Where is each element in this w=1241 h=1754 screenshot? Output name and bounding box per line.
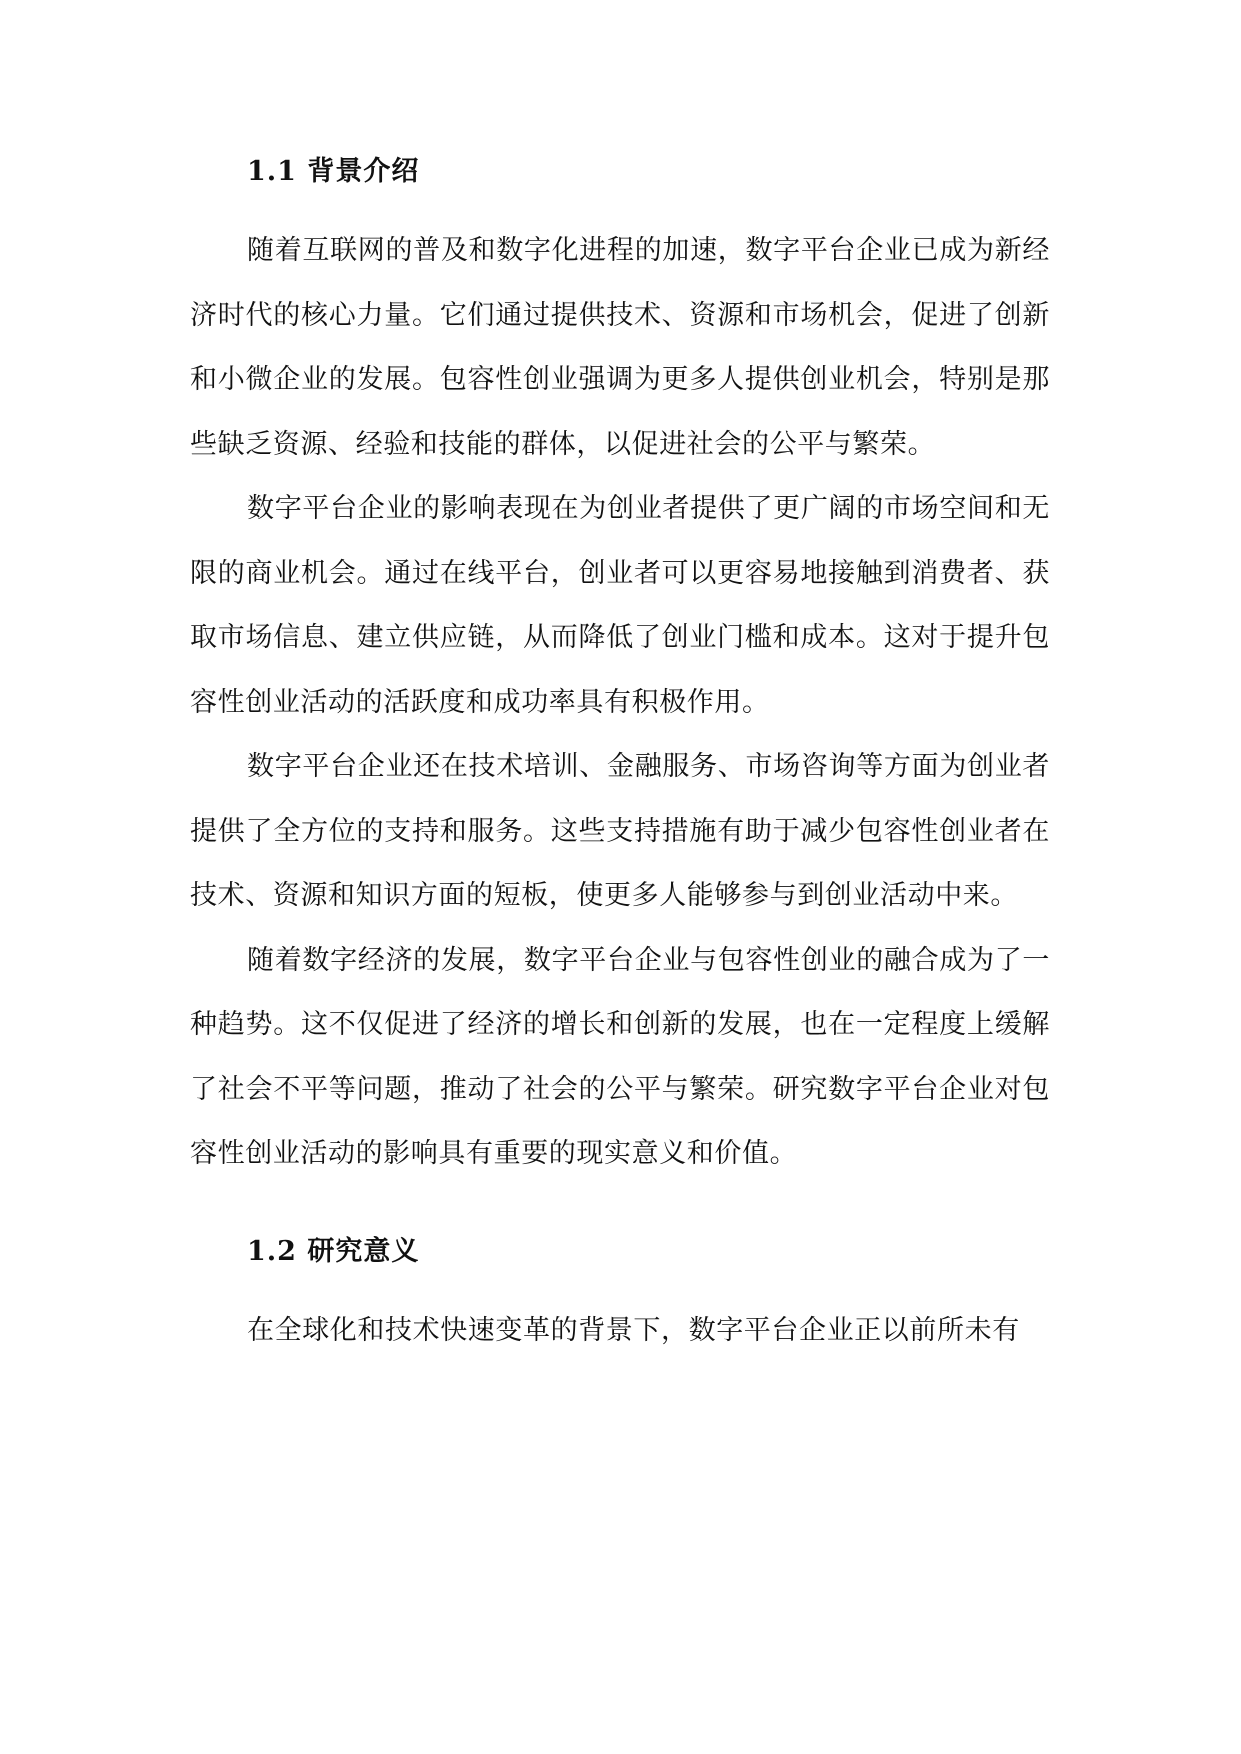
paragraph: 数字平台企业还在技术培训、金融服务、市场咨询等方面为创业者提供了全方位的支持和服务。这些支持措施有助于减少包容性创业者在技术、资源和知识方面的短板，使更多人能够参与到创业活动中来。 <box>190 751 1050 911</box>
paragraph: 随着互联网的普及和数字化进程的加速，数字平台企业已成为新经济时代的核心力量。它们通过提供技术、资源和市场机会，促进了创新和小微企业的发展。包容性创业强调为更多人提供创业机会，特别是那些缺乏资源、经验和技能的群体，以促进社会的公平与繁荣。 <box>190 235 1050 460</box>
section-heading-background: 1.1 背景介绍 <box>247 156 420 187</box>
section-heading-significance: 1.2 研究意义 <box>247 1235 420 1267</box>
document-body <box>190 145 1050 1363</box>
paragraph: 在全球化和技术快速变革的背景下，数字平台企业正以前所未有 <box>247 1314 1020 1346</box>
paragraph: 数字平台企业的影响表现在为创业者提供了更广阔的市场空间和无限的商业机会。通过在线平台，创业者可以更容易地接触到消费者、获取市场信息、建立供应链，从而降低了创业门槛和成本。这对于提升包容性创业活动的活跃度和成功率具有积极作用。 <box>190 493 1050 718</box>
paragraph: 随着数字经济的发展，数字平台企业与包容性创业的融合成为了一种趋势。这不仅促进了经济的增长和创新的发展，也在一定程度上缓解了社会不平等问题，推动了社会的公平与繁荣。研究数字平台企业对包容性创业活动的影响具有重要的现实意义和价值。 <box>190 944 1050 1169</box>
